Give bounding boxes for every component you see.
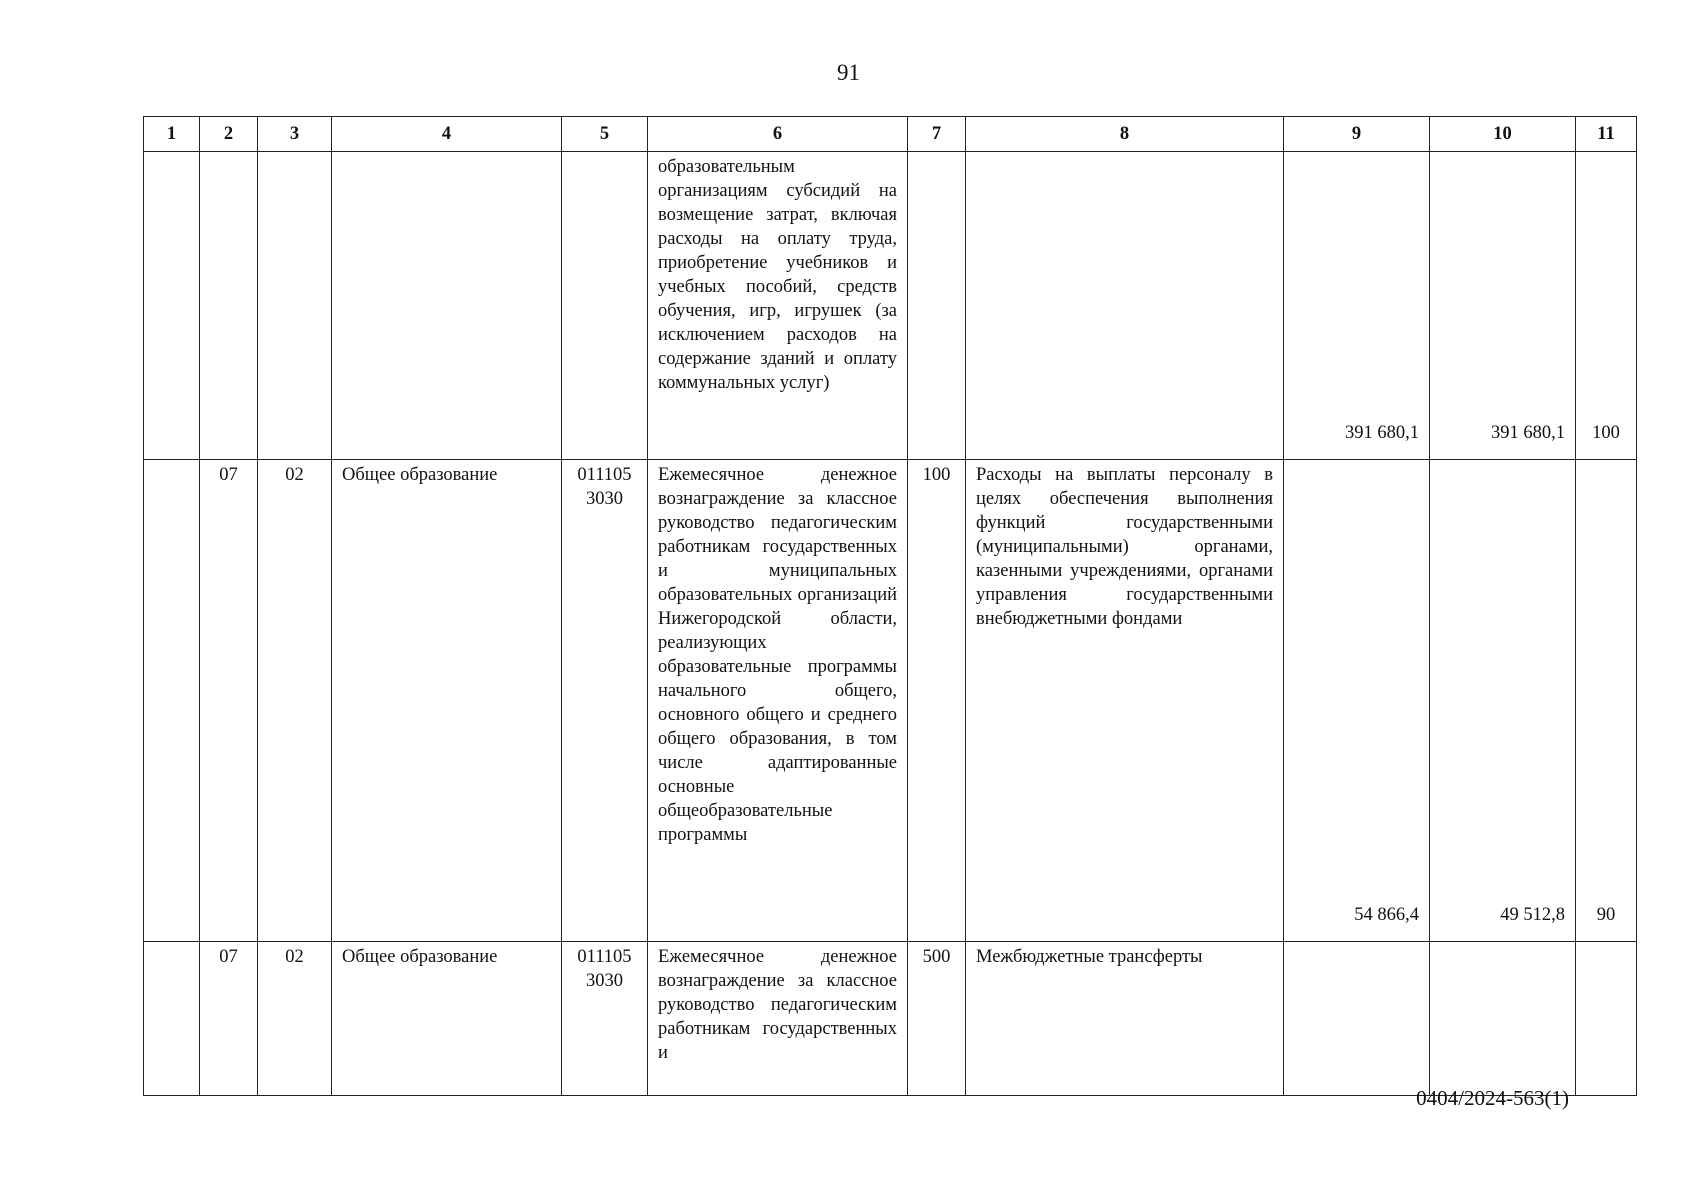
cell-expense-type xyxy=(908,152,966,460)
cell-executed xyxy=(1430,942,1576,1096)
cell-expense-type: 100 xyxy=(908,460,966,942)
cell-planned: 54 866,4 xyxy=(1284,460,1430,942)
header-cell: 9 xyxy=(1284,117,1430,152)
header-cell: 11 xyxy=(1576,117,1637,152)
cell-target-code: 011105 3030 xyxy=(562,942,648,1096)
header-cell: 6 xyxy=(648,117,908,152)
cell-expense-type: 500 xyxy=(908,942,966,1096)
cell-section-name: Общее образование xyxy=(332,460,562,942)
cell-percent xyxy=(1576,942,1637,1096)
cell-expense-name: Расходы на выплаты персоналу в целях обеспечения выполнения функций государственными (муниципальными) органами, казенными учреждениями, органами управления государственными внебюджетными фондами xyxy=(966,460,1284,942)
cell-subsection xyxy=(258,152,332,460)
header-row xyxy=(144,117,1637,152)
cell-subsection: 02 xyxy=(258,460,332,942)
cell-planned xyxy=(1284,942,1430,1096)
header-cell: 8 xyxy=(966,117,1284,152)
cell-executed: 49 512,8 xyxy=(1430,460,1576,942)
cell-col1 xyxy=(144,460,200,942)
cell-section: 07 xyxy=(200,460,258,942)
cell-section xyxy=(200,152,258,460)
header-cell: 3 xyxy=(258,117,332,152)
cell-subsection: 02 xyxy=(258,942,332,1096)
cell-percent: 100 xyxy=(1576,152,1637,460)
cell-col1 xyxy=(144,942,200,1096)
header-cell: 5 xyxy=(562,117,648,152)
cell-executed: 391 680,1 xyxy=(1430,152,1576,460)
header-cell: 10 xyxy=(1430,117,1576,152)
cell-section-name xyxy=(332,152,562,460)
document-code: 0404/2024-563(1) xyxy=(1416,1086,1569,1110)
cell-target-name: Ежемесячное денежное вознаграждение за классное руководство педагогическим работникам государственных и муниципальных образовательных организаций Нижегородской области, реализующих образовательные программы начального общего, основного общего и среднего общего образования, в том числе адаптированные основные общеобразовательные программы xyxy=(648,460,908,942)
cell-target-name: образовательным организациям субсидий на возмещение затрат, включая расходы на оплату труда, приобретение учебников и учебных пособий, средств обучения, игр, игрушек (за исключением расходов на содержание зданий и оплату коммунальных услуг) xyxy=(648,152,908,460)
table-row xyxy=(144,942,1637,1096)
cell-target-code: 011105 3030 xyxy=(562,460,648,942)
cell-section-name: Общее образование xyxy=(332,942,562,1096)
cell-expense-name xyxy=(966,152,1284,460)
header-cell: 2 xyxy=(200,117,258,152)
header-cell: 1 xyxy=(144,117,200,152)
header-cell: 7 xyxy=(908,117,966,152)
cell-col1 xyxy=(144,152,200,460)
cell-planned: 391 680,1 xyxy=(1284,152,1430,460)
cell-expense-name: Межбюджетные трансферты xyxy=(966,942,1284,1096)
cell-section: 07 xyxy=(200,942,258,1096)
table-row xyxy=(144,460,1637,942)
page-number: 91 xyxy=(837,60,860,85)
table-row xyxy=(144,152,1637,460)
budget-table xyxy=(143,116,1637,1096)
cell-target-code xyxy=(562,152,648,460)
cell-target-name: Ежемесячное денежное вознаграждение за классное руководство педагогическим работникам государственных и xyxy=(648,942,908,1096)
cell-percent: 90 xyxy=(1576,460,1637,942)
header-cell: 4 xyxy=(332,117,562,152)
